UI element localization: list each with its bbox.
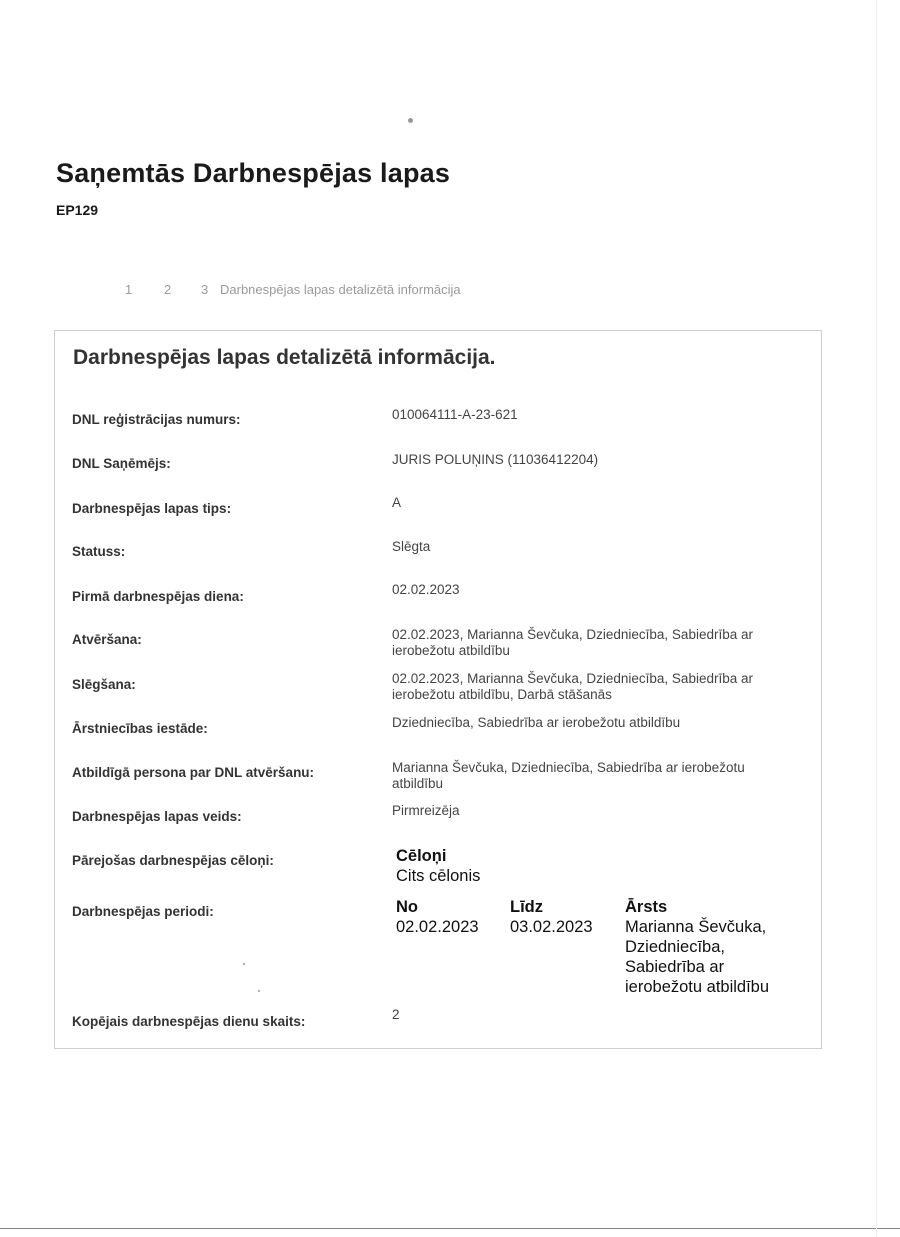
label-causes: Pārejošas darbnespējas cēloņi: [72, 853, 274, 868]
details-title: Darbnespējas lapas detalizētā informācija. [73, 346, 496, 369]
causes-value: Cits cēlonis [396, 867, 481, 885]
value-responsible-person: Marianna Ševčuka, Dziedniecība, Sabiedrība ar ierobežotu atbildību [392, 760, 745, 791]
scan-speck [243, 963, 245, 965]
value-total-days: 2 [392, 1007, 400, 1022]
scan-edge-shadow [876, 0, 877, 1237]
label-total-days: Kopējais darbnespējas dienu skaits: [72, 1014, 306, 1029]
label-medical-institution: Ārstniecības iestāde: [72, 721, 208, 736]
label-sheet-kind: Darbnespējas lapas veids: [72, 809, 242, 824]
label-responsible-person: Atbildīgā persona par DNL atvēršanu: [72, 765, 315, 780]
value-closing: 02.02.2023, Marianna Ševčuka, Dziedniecība, Sabiedrība ar ierobežotu atbildību, Darbā stāšanās [392, 671, 753, 702]
periods-col-to: Līdz [510, 898, 543, 916]
value-registration-number: 010064111-A-23-621 [392, 407, 518, 422]
stepper [125, 282, 461, 297]
page-title: Saņemtās Darbnespējas lapas [56, 158, 451, 188]
label-sheet-type: Darbnespējas lapas tips: [72, 501, 232, 516]
periods-doctor: Marianna Ševčuka, Dziedniecība, Sabiedrība ar ierobežotu atbildību [625, 918, 770, 996]
label-first-day: Pirmā darbnespējas diena: [72, 589, 244, 604]
label-registration-number: DNL reģistrācijas numurs: [72, 412, 241, 427]
step-3-label: Darbnespējas lapas detalizētā informācija [220, 282, 461, 297]
value-recipient: JURIS POLUŅINS (11036412204) [392, 452, 599, 467]
label-periods: Darbnespējas periodi: [72, 904, 214, 919]
value-first-day: 02.02.2023 [392, 582, 460, 597]
periods-from: 02.02.2023 [396, 918, 479, 936]
label-status: Statuss: [72, 544, 126, 559]
value-status: Slēgta [392, 539, 431, 554]
scan-edge-line [0, 1228, 900, 1229]
value-sheet-kind: Pirmreizēja [392, 803, 460, 818]
value-sheet-type: A [392, 495, 402, 510]
page-code: EP129 [56, 202, 99, 218]
periods-col-doctor: Ārsts [625, 898, 668, 916]
label-closing: Slēgšana: [72, 677, 136, 692]
value-opening: 02.02.2023, Marianna Ševčuka, Dziedniecība, Sabiedrība ar ierobežotu atbildību [392, 627, 753, 658]
causes-heading: Cēloņi [396, 847, 447, 865]
label-recipient: DNL Saņēmējs: [72, 456, 171, 471]
scan-speck [408, 118, 413, 123]
step-1[interactable]: 1 [125, 282, 133, 297]
label-opening: Atvēršana: [72, 632, 142, 647]
periods-to: 03.02.2023 [510, 918, 593, 936]
periods-col-from: No [396, 898, 418, 916]
step-3-number: 3 [201, 282, 209, 297]
value-medical-institution: Dziedniecība, Sabiedrība ar ierobežotu atbildību [392, 715, 681, 730]
scan-speck [258, 990, 260, 992]
step-2[interactable]: 2 [164, 282, 172, 297]
